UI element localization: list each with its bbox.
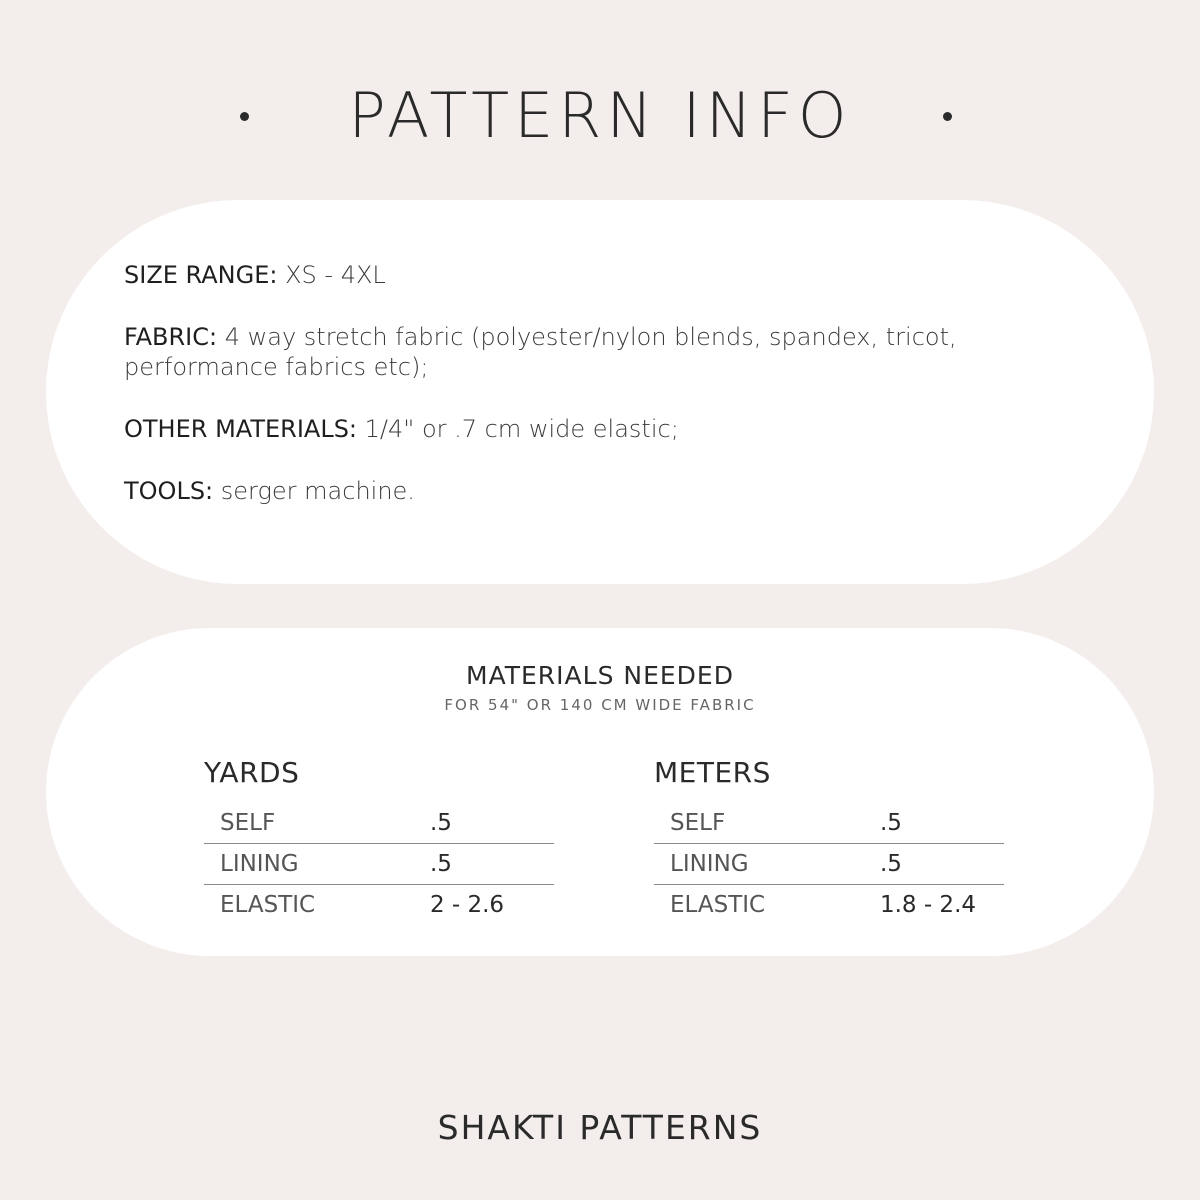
table-row xyxy=(654,844,1004,885)
materials-subheading: FOR 54" OR 140 CM WIDE FABRIC xyxy=(444,696,756,714)
materials-heading: MATERIALS NEEDED xyxy=(466,661,734,690)
tools-line xyxy=(124,476,1084,506)
title-row xyxy=(0,78,1200,158)
row-name: LINING xyxy=(220,851,299,877)
info-list xyxy=(124,260,1084,538)
table-row xyxy=(204,844,554,885)
row-value: 1.8 - 2.4 xyxy=(879,892,977,918)
row-name: LINING xyxy=(670,851,749,877)
meters-title: METERS xyxy=(654,756,771,789)
table-row xyxy=(204,885,554,925)
row-value: .5 xyxy=(879,851,902,877)
other-materials-value: 1/4" or .7 cm wide elastic; xyxy=(364,415,679,443)
size-range-value: XS - 4XL xyxy=(285,261,386,289)
row-value: .5 xyxy=(429,851,452,877)
row-name: ELASTIC xyxy=(220,892,316,918)
row-name: SELF xyxy=(670,810,726,836)
tools-label: TOOLS: xyxy=(124,477,214,505)
table-row xyxy=(654,803,1004,844)
bullet-dot-icon xyxy=(943,112,952,121)
pattern-info-panel xyxy=(46,200,1154,584)
row-value: 2 - 2.6 xyxy=(429,892,505,918)
fabric-label: FABRIC: xyxy=(124,323,218,351)
size-range-line xyxy=(124,260,1084,290)
tools-value: serger machine. xyxy=(220,477,415,505)
table-row xyxy=(204,803,554,844)
row-name: ELASTIC xyxy=(670,892,766,918)
yards-table xyxy=(204,756,554,925)
yards-title: YARDS xyxy=(204,756,300,789)
fabric-value: 4 way stretch fabric (polyester/nylon blends, spandex, tricot, performance fabrics etc); xyxy=(124,323,957,381)
row-name: SELF xyxy=(220,810,276,836)
row-value: .5 xyxy=(429,810,452,836)
other-materials-line xyxy=(124,414,1084,444)
other-materials-label: OTHER MATERIALS: xyxy=(124,415,358,443)
materials-panel xyxy=(46,628,1154,956)
size-range-label: SIZE RANGE: xyxy=(124,261,278,289)
meters-table xyxy=(654,756,1004,925)
row-value: .5 xyxy=(879,810,902,836)
page-title: PATTERN INFO xyxy=(348,79,852,152)
table-row xyxy=(654,885,1004,925)
fabric-line xyxy=(124,322,1084,382)
brand-footer: SHAKTI PATTERNS xyxy=(437,1108,763,1147)
